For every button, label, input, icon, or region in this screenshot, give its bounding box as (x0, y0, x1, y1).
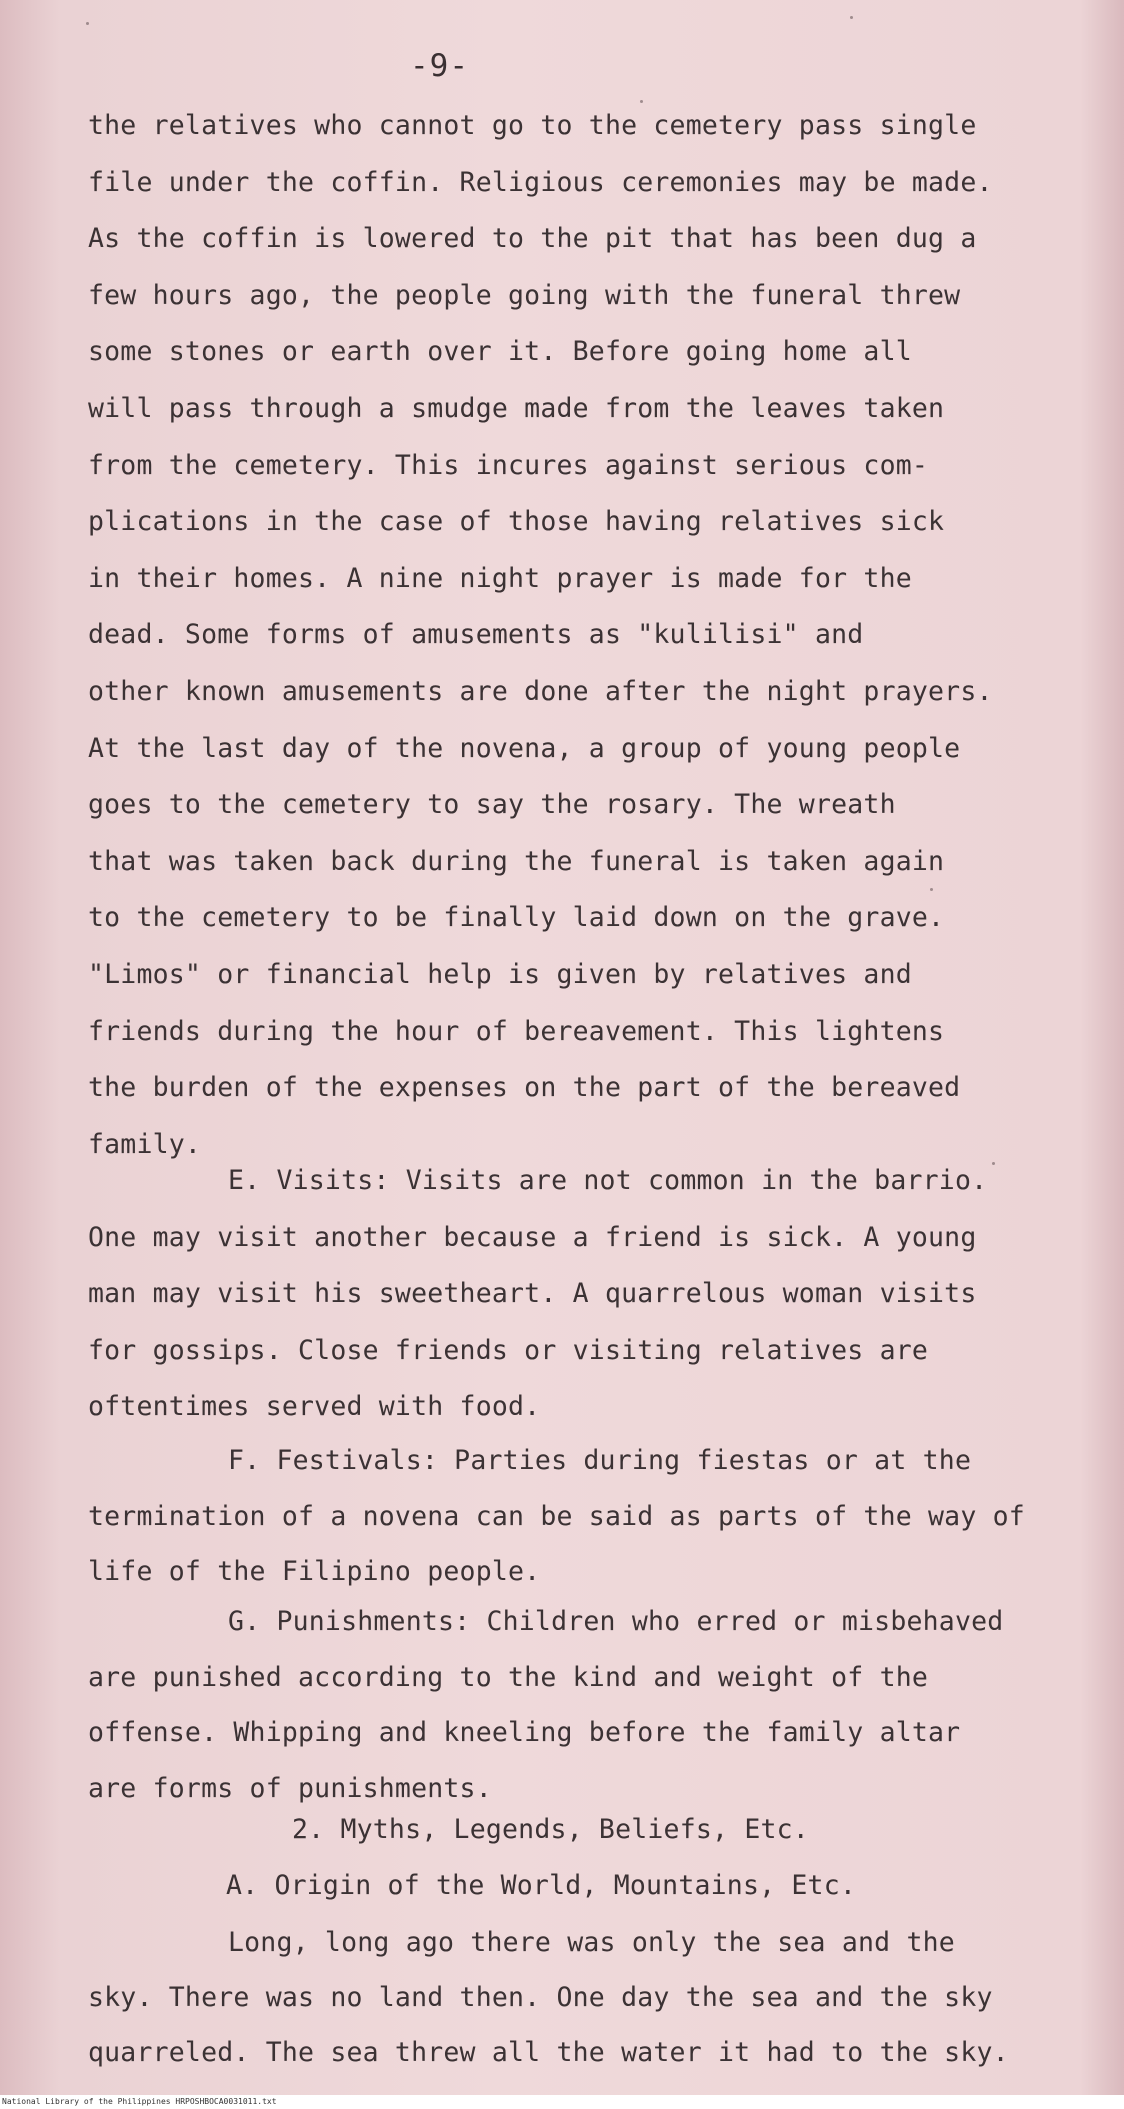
text-line: are forms of punishments. (88, 1772, 492, 1804)
section-heading: 2. Myths, Legends, Beliefs, Etc. (292, 1814, 809, 1845)
page-number: -9- (410, 48, 469, 84)
text-line: file under the coffin. Religious ceremonies may be made. (88, 166, 993, 198)
text-line: At the last day of the novena, a group of young people (88, 732, 961, 764)
text-line: plications in the case of those having relatives sick (88, 506, 945, 538)
text-line: from the cemetery. This incures against serious com- (88, 449, 929, 481)
paper-speck (850, 16, 853, 19)
text-line: to the cemetery to be finally laid down on the grave. (88, 902, 945, 934)
text-line: friends during the hour of bereavement. This lightens (88, 1015, 945, 1047)
paper-speck (930, 888, 933, 891)
text-line: in their homes. A nine night prayer is made for the (88, 562, 912, 594)
paper-speck (992, 1162, 995, 1165)
text-line: family. (88, 1128, 202, 1160)
text-line: some stones or earth over it. Before going home all (88, 336, 912, 368)
text-line: for gossips. Close friends or visiting relatives are (88, 1334, 929, 1366)
text-line: man may visit his sweetheart. A quarrelous woman visits (88, 1278, 977, 1309)
text-line: "Limos" or financial help is given by relatives and (88, 959, 912, 990)
scan-footer: National Library of the Philippines HRPOSHBOCA0031011.txt (0, 2095, 1124, 2109)
paper-speck (86, 22, 89, 25)
text-line: the burden of the expenses on the part of the bereaved (88, 1072, 961, 1104)
text-line: goes to the cemetery to say the rosary. The wreath (88, 789, 896, 821)
text-line: E. Visits: Visits are not common in the barrio. (228, 1165, 988, 1196)
text-line: F. Festivals: Parties during fiestas or at the (228, 1445, 972, 1476)
text-line: other known amusements are done after the night prayers. (88, 676, 993, 707)
section-heading: A. Origin of the World, Mountains, Etc. (226, 1870, 857, 1901)
paper-speck (640, 100, 643, 103)
text-line: life of the Filipino people. (88, 1556, 541, 1587)
text-line: dead. Some forms of amusements as "kulilisi" and (88, 619, 864, 651)
text-line: One may visit another because a friend is sick. A young (88, 1221, 977, 1253)
text-line: that was taken back during the funeral is taken again (88, 845, 945, 877)
text-line: few hours ago, the people going with the funeral threw (88, 279, 961, 311)
text-line: As the coffin is lowered to the pit that has been dug a (88, 223, 977, 255)
text-line: offense. Whipping and kneeling before the family altar (88, 1717, 961, 1748)
text-line: are punished according to the kind and weight of the (88, 1661, 929, 1693)
text-line: will pass through a smudge made from the leaves taken (88, 393, 945, 424)
text-line: the relatives who cannot go to the cemetery pass single (88, 110, 977, 141)
text-line: oftentimes served with food. (88, 1391, 541, 1422)
text-line: G. Punishments: Children who erred or misbehaved (228, 1606, 1004, 1637)
text-line: termination of a novena can be said as parts of the way of (88, 1500, 1025, 1532)
text-line: Long, long ago there was only the sea and the (228, 1927, 955, 1958)
text-line: sky. There was no land then. One day the sea and the sky (88, 1982, 993, 2013)
text-line: quarreled. The sea threw all the water it had to the sky. (88, 2037, 1009, 2068)
